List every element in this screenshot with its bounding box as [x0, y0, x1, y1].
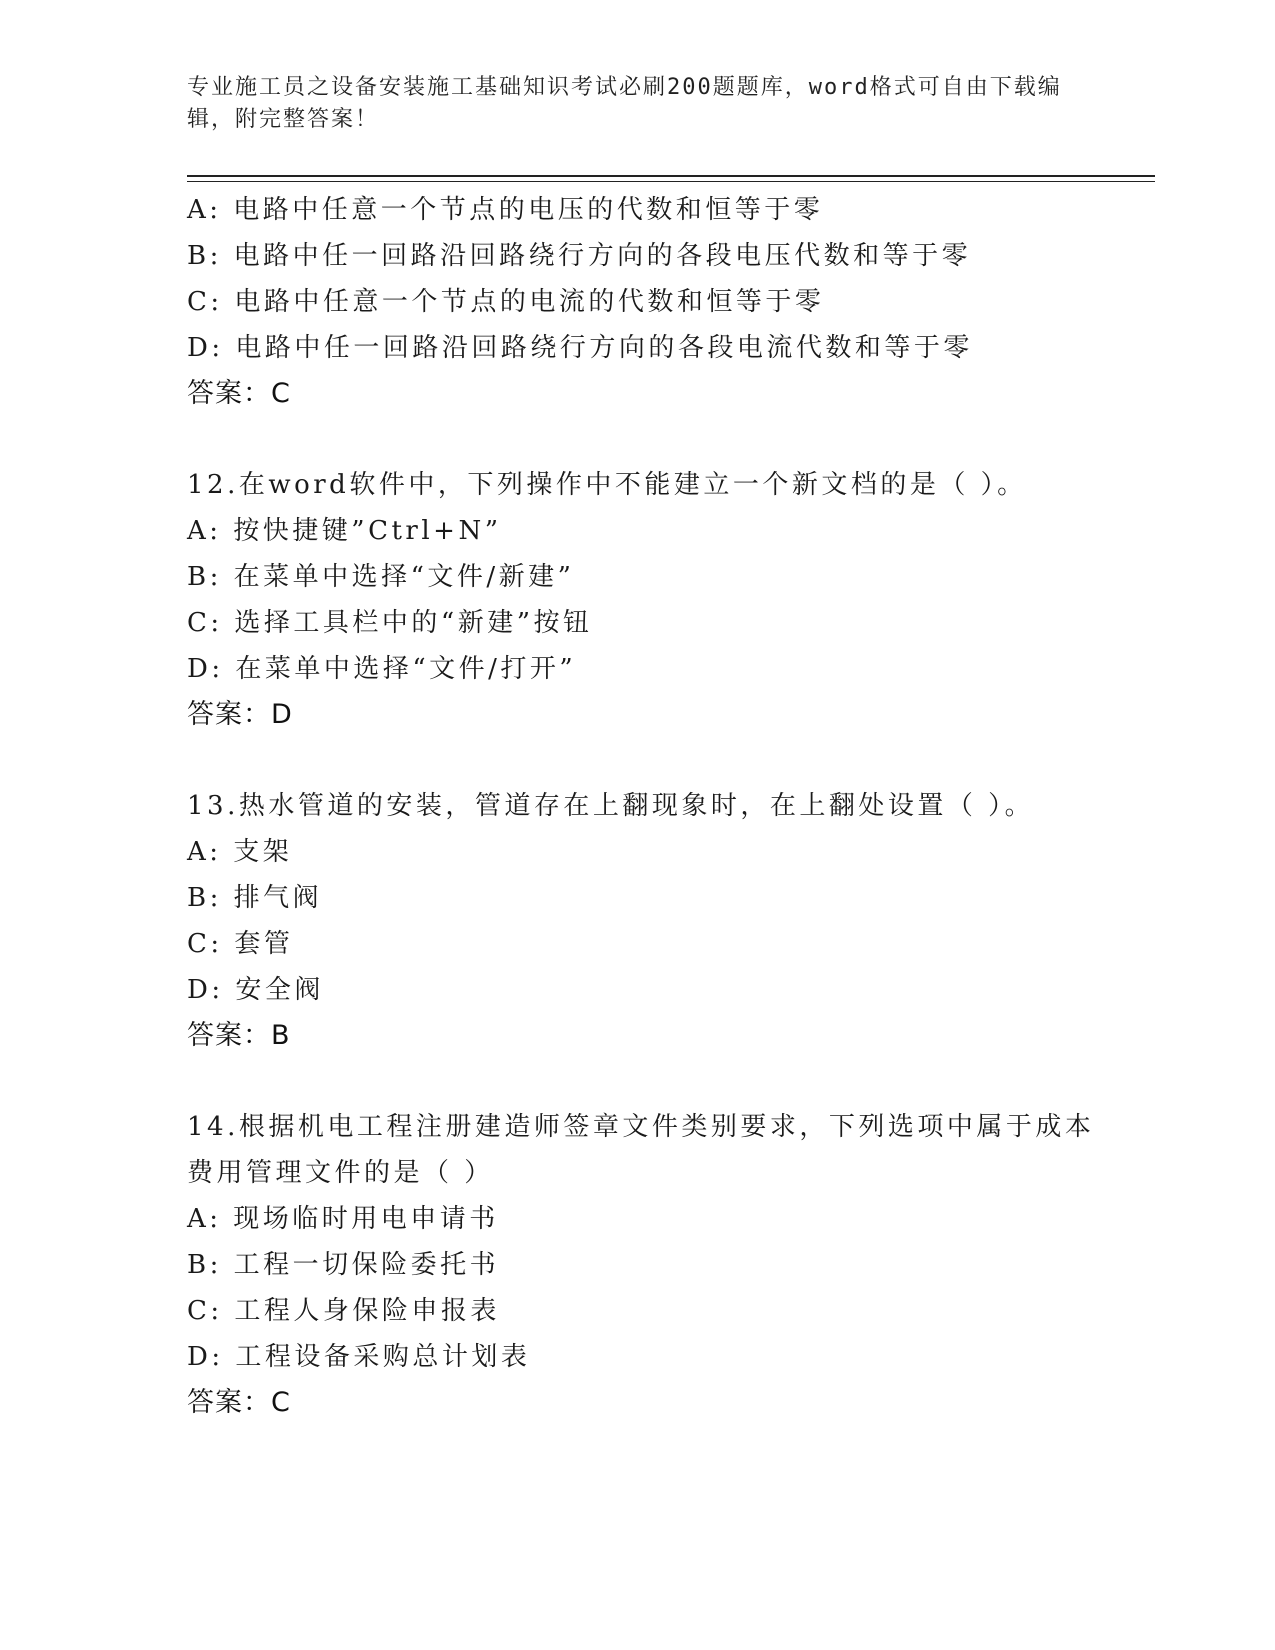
question-block-13	[187, 783, 1107, 1059]
option-a: A: 支架	[187, 837, 293, 867]
option-b: B: 排气阀	[187, 883, 323, 913]
spacer	[187, 1059, 1107, 1104]
header-divider-thick	[187, 175, 1155, 177]
option-c: C: 选择工具栏中的“新建”按钮	[187, 608, 593, 638]
option-d: D: 在菜单中选择“文件/打开”	[187, 654, 577, 684]
option-d: D: 工程设备采购总计划表	[187, 1342, 531, 1372]
option-c: C: 工程人身保险申报表	[187, 1296, 500, 1326]
option-b: B: 工程一切保险委托书	[187, 1250, 500, 1280]
option-a: A: 现场临时用电申请书	[187, 1204, 499, 1234]
question-list	[187, 187, 1107, 1426]
answer-label: 答案：B	[187, 1020, 291, 1051]
option-d: D: 电路中任一回路沿回路绕行方向的各段电流代数和等于零	[187, 333, 973, 363]
question-text: 14.根据机电工程注册建造师签章文件类别要求，下列选项中属于成本费用管理文件的是（ ）	[187, 1112, 1095, 1188]
question-block-14	[187, 1104, 1107, 1426]
option-a: A: 电路中任意一个节点的电压的代数和恒等于零	[187, 195, 824, 225]
option-a: A: 按快捷键”Ctrl+N”	[187, 516, 502, 546]
spacer	[187, 738, 1107, 783]
option-b: B: 电路中任一回路沿回路绕行方向的各段电压代数和等于零	[187, 241, 972, 271]
answer-label: 答案：D	[187, 699, 293, 730]
option-d: D: 安全阀	[187, 975, 324, 1005]
header-divider-thin	[187, 181, 1155, 182]
option-c: C: 套管	[187, 929, 294, 959]
question-block-11	[187, 187, 1107, 417]
spacer	[187, 417, 1107, 462]
document-header-title: 专业施工员之设备安装施工基础知识考试必刷200题题库，word格式可自由下载编辑，附完整答案！	[187, 75, 1062, 132]
answer-label: 答案：C	[187, 378, 291, 409]
answer-label: 答案：C	[187, 1387, 291, 1418]
option-c: C: 电路中任意一个节点的电流的代数和恒等于零	[187, 287, 825, 317]
option-b: B: 在菜单中选择“文件/新建”	[187, 562, 575, 592]
question-text: 12.在word软件中，下列操作中不能建立一个新文档的是（ ）。	[187, 470, 1027, 500]
question-text: 13.热水管道的安装，管道存在上翻现象时，在上翻处设置（ ）。	[187, 791, 1035, 821]
question-block-12	[187, 462, 1107, 738]
